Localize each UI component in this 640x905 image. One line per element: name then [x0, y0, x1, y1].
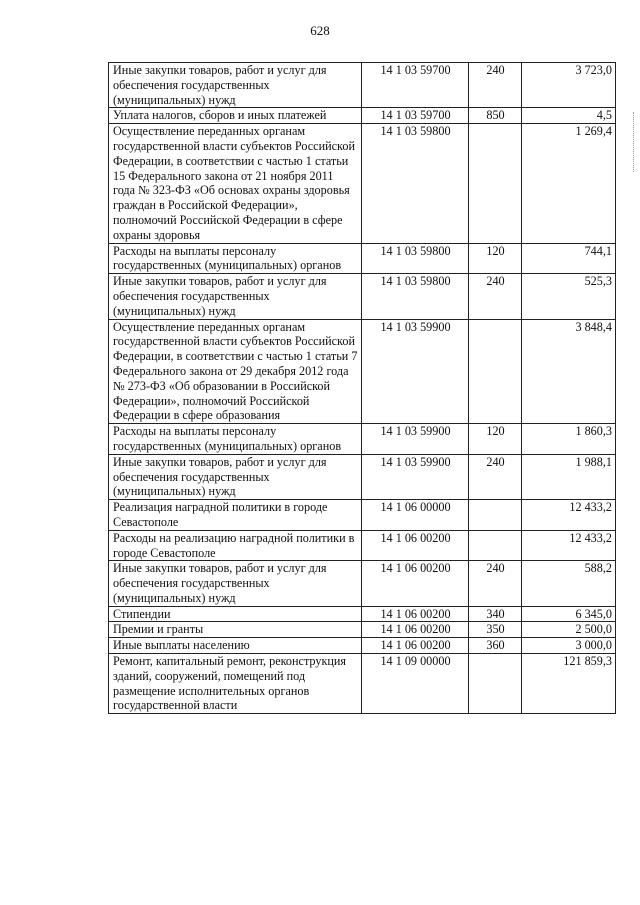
- expense-name: Иные закупки товаров, работ и услуг для обеспечения государственных (муниципальных) нужд: [109, 274, 362, 319]
- expense-name: Осуществление переданных органам государственной власти субъектов Российской Федерации, в соответствии с частью 1 статьи 7 Федерального закона от 29 декабря 2012 года № 273-ФЗ «Об образовании в Российской Федерации», полномочий Российской Федерации в сфере образования: [109, 319, 362, 424]
- expense-type-code: 350: [469, 622, 522, 638]
- budget-table: [108, 62, 616, 714]
- classification-code: 14 1 03 59900: [362, 319, 469, 424]
- expense-name: Осуществление переданных органам государственной власти субъектов Российской Федерации, в соответствии с частью 1 статьи 15 Федерального закона от 21 ноября 2011 года № 323-ФЗ «Об основах охраны здоровья граждан в Российской Федерации», полномочий Российской Федерации в сфере охраны здоровья: [109, 124, 362, 243]
- amount: 12 433,2: [522, 530, 616, 561]
- expense-name: Иные закупки товаров, работ и услуг для обеспечения государственных (муниципальных) нужд: [109, 561, 362, 606]
- table-row: [109, 530, 616, 561]
- expense-type-code: [469, 530, 522, 561]
- expense-type-code: 120: [469, 424, 522, 455]
- classification-code: 14 1 06 00200: [362, 622, 469, 638]
- table-row: [109, 108, 616, 124]
- expense-type-code: [469, 319, 522, 424]
- table-row: [109, 654, 616, 714]
- table-row: [109, 243, 616, 274]
- amount: 121 859,3: [522, 654, 616, 714]
- expense-name: Уплата налогов, сборов и иных платежей: [109, 108, 362, 124]
- expense-type-code: 240: [469, 561, 522, 606]
- classification-code: 14 1 03 59900: [362, 424, 469, 455]
- table-row: [109, 606, 616, 622]
- table-row: [109, 500, 616, 531]
- expense-name: Расходы на реализацию наградной политики в городе Севастополе: [109, 530, 362, 561]
- expense-type-code: [469, 500, 522, 531]
- expense-type-code: 850: [469, 108, 522, 124]
- table-row: [109, 561, 616, 606]
- expense-type-code: 120: [469, 243, 522, 274]
- expense-type-code: 340: [469, 606, 522, 622]
- classification-code: 14 1 03 59800: [362, 274, 469, 319]
- expense-type-code: 240: [469, 274, 522, 319]
- amount: 12 433,2: [522, 500, 616, 531]
- table-row: [109, 424, 616, 455]
- page-number: 628: [310, 23, 330, 38]
- budget-table-body: [109, 63, 616, 714]
- expense-name: Иные закупки товаров, работ и услуг для обеспечения государственных (муниципальных) нужд: [109, 454, 362, 499]
- amount: 2 500,0: [522, 622, 616, 638]
- classification-code: 14 1 06 00000: [362, 500, 469, 531]
- expense-type-code: [469, 124, 522, 243]
- classification-code: 14 1 09 00000: [362, 654, 469, 714]
- table-row: [109, 622, 616, 638]
- amount: 3 000,0: [522, 638, 616, 654]
- classification-code: 14 1 06 00200: [362, 561, 469, 606]
- amount: 1 269,4: [522, 124, 616, 243]
- expense-name: Иные закупки товаров, работ и услуг для обеспечения государственных (муниципальных) нужд: [109, 63, 362, 108]
- amount: 3 723,0: [522, 63, 616, 108]
- classification-code: 14 1 06 00200: [362, 606, 469, 622]
- expense-type-code: [469, 654, 522, 714]
- expense-type-code: 240: [469, 454, 522, 499]
- amount: 1 988,1: [522, 454, 616, 499]
- expense-name: Расходы на выплаты персоналу государственных (муниципальных) органов: [109, 243, 362, 274]
- amount: 1 860,3: [522, 424, 616, 455]
- classification-code: 14 1 06 00200: [362, 638, 469, 654]
- expense-type-code: 240: [469, 63, 522, 108]
- amount: 4,5: [522, 108, 616, 124]
- classification-code: 14 1 06 00200: [362, 530, 469, 561]
- amount: 6 345,0: [522, 606, 616, 622]
- expense-name: Реализация наградной политики в городе Севастополе: [109, 500, 362, 531]
- classification-code: 14 1 03 59700: [362, 63, 469, 108]
- amount: 588,2: [522, 561, 616, 606]
- table-row: [109, 63, 616, 108]
- expense-name: Премии и гранты: [109, 622, 362, 638]
- table-row: [109, 454, 616, 499]
- classification-code: 14 1 03 59700: [362, 108, 469, 124]
- expense-name: Ремонт, капитальный ремонт, реконструкция зданий, сооружений, помещений под размещение исполнительных органов государственной власти: [109, 654, 362, 714]
- scan-edge-marks: [633, 112, 636, 172]
- table-row: [109, 319, 616, 424]
- table-row: [109, 638, 616, 654]
- table-row: [109, 124, 616, 243]
- expense-name: Расходы на выплаты персоналу государственных (муниципальных) органов: [109, 424, 362, 455]
- classification-code: 14 1 03 59900: [362, 454, 469, 499]
- amount: 3 848,4: [522, 319, 616, 424]
- classification-code: 14 1 03 59800: [362, 243, 469, 274]
- expense-type-code: 360: [469, 638, 522, 654]
- expense-name: Иные выплаты населению: [109, 638, 362, 654]
- table-row: [109, 274, 616, 319]
- amount: 525,3: [522, 274, 616, 319]
- amount: 744,1: [522, 243, 616, 274]
- classification-code: 14 1 03 59800: [362, 124, 469, 243]
- expense-name: Стипендии: [109, 606, 362, 622]
